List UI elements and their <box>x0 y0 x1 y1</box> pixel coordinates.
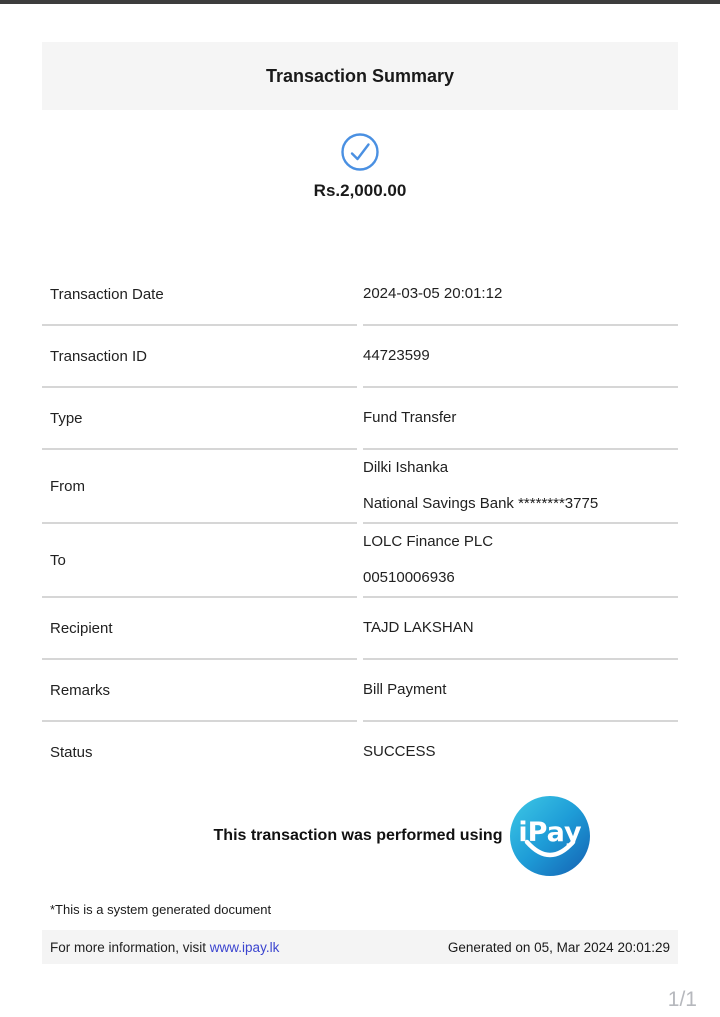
row-value: 00510006936 <box>363 569 455 586</box>
row-label: From <box>50 477 85 495</box>
row-label: To <box>50 551 66 569</box>
row-value: Dilki Ishanka <box>363 459 449 476</box>
row-label: Status <box>50 743 93 761</box>
table-row <box>42 598 678 660</box>
page-indicator: 1/1 <box>667 988 697 1011</box>
table-row <box>42 660 678 722</box>
table-row <box>42 326 678 388</box>
row-label: Type <box>50 409 83 427</box>
branding-row <box>42 796 678 876</box>
generated-timestamp: Generated on 05, Mar 2024 20:01:29 <box>447 939 670 955</box>
row-value: National Savings Bank ********3775 <box>363 495 599 512</box>
table-row <box>42 388 678 450</box>
ipay-logo-text: iPay <box>518 817 583 848</box>
page-title: Transaction Summary <box>265 65 455 86</box>
row-value: 2024-03-05 20:01:12 <box>363 285 503 302</box>
row-label: Remarks <box>50 681 111 699</box>
row-value: SUCCESS <box>363 743 436 760</box>
performed-using-text: This transaction was performed using <box>213 827 503 844</box>
status-section <box>42 132 678 201</box>
footer-bar <box>42 930 678 964</box>
table-row <box>42 264 678 326</box>
footer-info <box>50 940 279 955</box>
transaction-details-table <box>42 264 678 782</box>
footer-info-prefix: For more information, visit <box>50 939 210 955</box>
row-label: Recipient <box>50 619 113 637</box>
row-value: LOLC Finance PLC <box>363 533 494 550</box>
document-header <box>42 42 678 110</box>
table-row <box>42 524 678 598</box>
ipay-website-link[interactable]: www.ipay.lk <box>209 939 280 955</box>
check-circle-icon <box>42 132 678 172</box>
row-value: TAJD LAKSHAN <box>363 619 474 636</box>
row-label: Transaction ID <box>50 347 147 365</box>
ipay-logo-icon <box>510 796 590 876</box>
window-top-edge <box>0 0 720 4</box>
row-value: Fund Transfer <box>363 409 457 426</box>
row-value: 44723599 <box>363 347 430 364</box>
table-row <box>42 722 678 782</box>
table-row <box>42 450 678 524</box>
system-generated-note: *This is a system generated document <box>50 902 272 917</box>
transaction-amount: Rs.2,000.00 <box>313 181 407 200</box>
row-value: Bill Payment <box>363 681 447 698</box>
row-label: Transaction Date <box>50 285 164 303</box>
